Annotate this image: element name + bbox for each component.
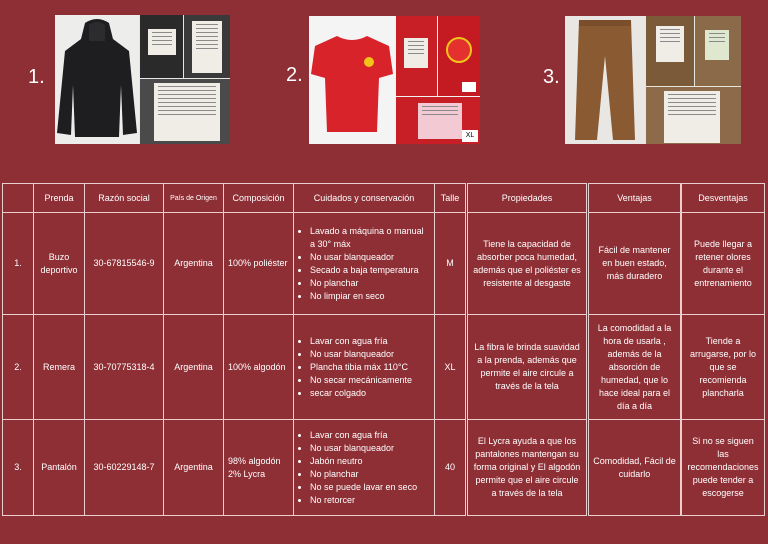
item-number-1: 1. [28,66,45,88]
tshirt-badge-photo [438,16,480,96]
care-item: • Plancha tibia máx 110°C [310,361,412,374]
row2-razon: 30-70775318-4 [84,314,164,420]
tshirt-label-photo-a [396,16,437,96]
row3-cuidados [293,419,435,516]
care-item: • secar colgado [310,387,412,400]
row1-composicion: 100% poliéster [223,212,294,315]
row1-desventajas: Puede llegar a retener olores durante el entrenamiento [681,212,765,315]
item-number-3: 3. [543,66,560,88]
care-item: • Secado a baja temperatura [310,264,430,277]
row2-num: 2. [2,314,34,420]
tshirt-photo [309,16,395,144]
pants-photo [565,16,645,144]
care-list [298,429,417,507]
row1-talle: M [434,212,466,315]
care-item: • No retorcer [310,494,417,507]
header-composicion: Composición [223,183,294,213]
row1-ventajas: Fácil de mantener en buen estado, más duradero [588,212,681,315]
header-cuidados: Cuidados y conservación [293,183,435,213]
row1-razon: 30-67815546-9 [84,212,164,315]
pants-photo-collage [565,16,741,144]
care-list [298,335,412,400]
tshirt-photo-collage [309,16,480,144]
pants-label-photo-b [695,16,741,86]
header-razon-social: Razón social [84,183,164,213]
care-item: • Lavar con agua fría [310,429,417,442]
header-prenda: Prenda [33,183,85,213]
row3-ventajas: Comodidad, Fácil de cuidarlo [588,419,681,516]
care-item: • No limpiar en seco [310,290,430,303]
garment-table [2,183,765,516]
header-desventajas: Desventajas [681,183,765,213]
care-item: • No se puede lavar en seco [310,481,417,494]
hoodie-photo-collage [55,15,230,144]
care-item: • No usar blanqueador [310,251,430,264]
row2-talle: XL [434,314,466,420]
header-talle: Talle [434,183,466,213]
row3-propiedades: El Lycra ayuda a que los pantalones mantengan su forma original y El algodón permite que el aire circule a través de la tela [467,419,587,516]
tshirt-size-tag-photo [396,97,480,144]
row3-prenda: Pantalón [33,419,85,516]
care-item: • Lavar con agua fría [310,335,412,348]
care-item: • No secar mecánicamente [310,374,412,387]
row3-talle: 40 [434,419,466,516]
care-item: • No planchar [310,468,417,481]
row3-composicion: 98% algodón 2% Lycra [223,419,294,516]
pants-label-photo-a [646,16,694,86]
row3-desventajas: Si no se siguen las recomendaciones puede tender a escogerse [681,419,765,516]
row2-desventajas: Tiende a arrugarse, por lo que se recomienda plancharla [681,314,765,420]
row3-razon: 30-60229148-7 [84,419,164,516]
row1-propiedades: Tiene la capacidad de absorber poca humedad, además que el poliéster es resistente al desgaste [467,212,587,315]
row2-cuidados [293,314,435,420]
row3-pais: Argentina [163,419,224,516]
item-number-2: 2. [286,64,303,86]
care-tag-photo-b [140,79,230,144]
row3-num: 3. [2,419,34,516]
row1-cuidados [293,212,435,315]
row2-pais: Argentina [163,314,224,420]
row2-composicion: 100% algodón [223,314,294,420]
hoodie-photo [55,15,139,144]
brand-label-photo [140,15,183,78]
care-item: • No planchar [310,277,430,290]
row1-num: 1. [2,212,34,315]
care-tag-photo-a [184,15,230,78]
care-list [298,225,430,303]
header-index [2,183,34,213]
row2-propiedades: La fibra le brinda suavidad a la prenda, además que permite el aire circule a través de la tela [467,314,587,420]
header-ventajas: Ventajas [588,183,681,213]
care-item: • No usar blanqueador [310,348,412,361]
header-propiedades: Propiedades [467,183,587,213]
care-item: • Jabón neutro [310,455,417,468]
size-tag-text: XL [462,130,478,142]
care-item: • No usar blanqueador [310,442,417,455]
header-pais: País de Origen [163,183,224,213]
row1-prenda: Buzo deportivo [33,212,85,315]
care-item: • Lavado a máquina o manual a 30° máx [310,225,430,251]
row2-prenda: Remera [33,314,85,420]
pants-care-tag-photo [646,87,741,144]
row1-pais: Argentina [163,212,224,315]
row2-ventajas: La comodidad a la hora de usarla , además de la absorción de humedad, que lo hace ideal para el día a día [588,314,681,420]
